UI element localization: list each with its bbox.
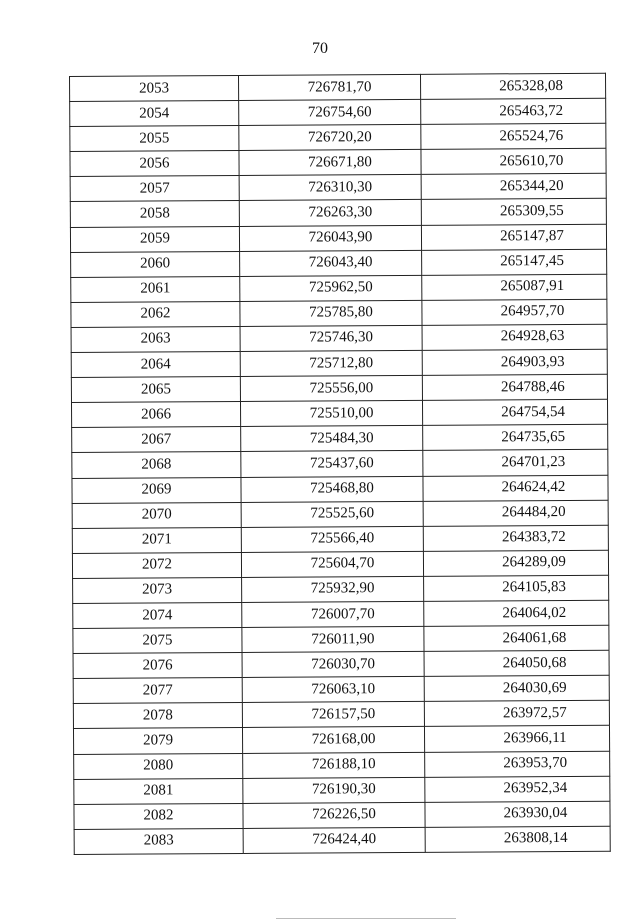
- point-number-cell: [70, 176, 239, 202]
- cell-value: 265328,08: [499, 77, 563, 94]
- cell-value: 2071: [141, 531, 172, 548]
- cell-value: 264701,23: [501, 453, 566, 471]
- x-coordinate-cell: [240, 350, 422, 376]
- x-coordinate-cell: [242, 727, 424, 753]
- point-number-cell: [71, 377, 240, 403]
- cell-value: 265344,20: [499, 177, 564, 195]
- y-coordinate-cell: [424, 675, 609, 701]
- cell-value: 725604,70: [310, 555, 375, 572]
- x-coordinate-cell: [241, 476, 423, 502]
- y-coordinate-cell: [423, 500, 608, 526]
- y-coordinate-cell: [421, 199, 606, 225]
- cell-value: 725468,80: [310, 480, 374, 497]
- x-coordinate-cell: [242, 702, 424, 728]
- table-row: [71, 399, 607, 427]
- cell-value: 264484,20: [501, 504, 566, 521]
- cell-value: 2065: [140, 381, 171, 398]
- y-coordinate-cell: [420, 73, 605, 99]
- point-number-cell: [72, 477, 241, 503]
- cell-value: 265463,72: [499, 102, 564, 120]
- cell-value: 725484,30: [309, 430, 374, 447]
- x-coordinate-cell: [241, 426, 423, 452]
- table-row: [70, 98, 606, 126]
- cell-value: 726011,90: [311, 630, 375, 648]
- cell-value: 2070: [141, 506, 172, 523]
- cell-value: 2054: [139, 105, 170, 122]
- point-number-cell: [73, 653, 242, 679]
- cell-value: 726671,80: [308, 153, 372, 171]
- x-coordinate-cell: [239, 99, 421, 125]
- point-number-cell: [70, 126, 239, 152]
- x-coordinate-cell: [240, 401, 422, 427]
- table-row: [71, 274, 607, 302]
- point-number-cell: [74, 753, 243, 779]
- y-coordinate-cell: [422, 274, 607, 300]
- cell-value: 2067: [141, 431, 172, 448]
- x-coordinate-cell: [240, 300, 422, 326]
- y-coordinate-cell: [421, 174, 606, 200]
- table-row: [72, 550, 608, 578]
- y-coordinate-cell: [424, 625, 609, 651]
- cell-value: 2058: [139, 205, 170, 222]
- table-row: [73, 726, 609, 754]
- table-row: [71, 324, 607, 352]
- table-row: [73, 625, 609, 653]
- point-number-cell: [70, 75, 239, 101]
- cell-value: 264050,68: [502, 654, 567, 672]
- cell-value: 2069: [141, 481, 172, 498]
- point-number-cell: [72, 552, 241, 578]
- y-coordinate-cell: [424, 726, 609, 752]
- cell-value: 265309,55: [499, 202, 564, 220]
- table-row: [70, 174, 606, 202]
- cell-value: 2075: [142, 631, 173, 649]
- cell-value: 2073: [142, 581, 173, 598]
- cell-value: 2064: [140, 355, 171, 373]
- cell-value: 726007,70: [310, 605, 375, 623]
- table-row: [71, 249, 607, 277]
- point-number-cell: [70, 201, 239, 227]
- cell-value: 2066: [141, 406, 172, 423]
- table-row: [73, 701, 609, 729]
- point-number-cell: [73, 703, 242, 729]
- x-coordinate-cell: [240, 375, 422, 401]
- point-number-cell: [71, 276, 240, 302]
- cell-value: 2060: [140, 255, 171, 272]
- cell-value: 264105,83: [502, 579, 567, 596]
- y-coordinate-cell: [422, 349, 607, 375]
- y-coordinate-cell: [425, 826, 610, 852]
- x-coordinate-cell: [243, 802, 425, 828]
- cell-value: 2082: [143, 807, 174, 824]
- bottom-divider: [276, 918, 456, 919]
- cell-value: 264788,46: [500, 378, 565, 396]
- x-coordinate-cell: [241, 551, 423, 577]
- point-number-cell: [72, 452, 241, 478]
- point-number-cell: [70, 151, 239, 177]
- cell-value: 263953,70: [503, 755, 568, 772]
- cell-value: 726168,00: [311, 731, 376, 748]
- cell-value: 726720,20: [307, 128, 372, 146]
- table-row: [70, 123, 606, 151]
- cell-value: 725525,60: [310, 505, 375, 522]
- table-row: [72, 525, 608, 553]
- cell-value: 725785,80: [309, 304, 373, 321]
- x-coordinate-cell: [240, 275, 422, 301]
- x-coordinate-cell: [242, 601, 424, 627]
- x-coordinate-cell: [242, 626, 424, 652]
- cell-value: 725510,00: [309, 404, 374, 422]
- table-row: [74, 801, 610, 829]
- y-coordinate-cell: [422, 374, 607, 400]
- cell-value: 726030,70: [311, 655, 376, 673]
- x-coordinate-cell: [242, 677, 424, 703]
- x-coordinate-cell: [238, 74, 420, 100]
- cell-value: 2081: [143, 782, 174, 799]
- cell-value: 725932,90: [310, 580, 375, 597]
- point-number-cell: [73, 678, 242, 704]
- point-number-cell: [72, 502, 241, 528]
- cell-value: 263966,11: [503, 729, 567, 747]
- point-number-cell: [71, 402, 240, 428]
- cell-value: 725566,40: [310, 530, 375, 547]
- table-row: [73, 675, 609, 703]
- y-coordinate-cell: [421, 224, 606, 250]
- y-coordinate-cell: [423, 475, 608, 501]
- cell-value: 2053: [139, 79, 170, 97]
- cell-value: 726226,50: [312, 806, 376, 823]
- cell-value: 264928,63: [500, 328, 565, 345]
- cell-value: 2057: [139, 180, 170, 197]
- x-coordinate-cell: [239, 125, 421, 151]
- cell-value: 264957,70: [500, 303, 565, 320]
- cell-value: 2074: [142, 606, 173, 624]
- x-coordinate-cell: [239, 175, 421, 201]
- x-coordinate-cell: [240, 250, 422, 276]
- table-row: [70, 73, 606, 101]
- cell-value: 265524,76: [499, 127, 564, 145]
- cell-value: 2078: [142, 707, 173, 724]
- y-coordinate-cell: [424, 650, 609, 676]
- table-body: [70, 73, 611, 854]
- table-row: [73, 600, 609, 628]
- cell-value: 265147,87: [500, 228, 564, 245]
- cell-value: 726157,50: [311, 706, 376, 723]
- y-coordinate-cell: [425, 801, 610, 827]
- point-number-cell: [73, 577, 242, 603]
- table-row: [74, 751, 610, 779]
- table-row: [72, 500, 608, 528]
- cell-value: 2077: [142, 682, 173, 699]
- y-coordinate-cell: [423, 450, 608, 476]
- table-row: [72, 450, 608, 478]
- table-row: [70, 199, 606, 227]
- cell-value: 264903,93: [500, 353, 565, 370]
- y-coordinate-cell: [422, 399, 607, 425]
- point-number-cell: [70, 101, 239, 127]
- point-number-cell: [70, 226, 239, 252]
- cell-value: 2061: [140, 280, 171, 297]
- cell-value: 2072: [141, 556, 173, 573]
- cell-value: 263952,34: [503, 780, 568, 797]
- y-coordinate-cell: [422, 249, 607, 275]
- x-coordinate-cell: [241, 526, 423, 552]
- table-row: [71, 299, 607, 327]
- table-row: [72, 425, 608, 453]
- table-row: [74, 826, 610, 854]
- x-coordinate-cell: [242, 651, 424, 677]
- cell-value: 726188,10: [311, 756, 376, 773]
- cell-value: 263930,04: [503, 805, 568, 822]
- cell-value: 263972,57: [502, 704, 567, 722]
- y-coordinate-cell: [424, 701, 609, 727]
- point-number-cell: [72, 427, 241, 453]
- y-coordinate-cell: [424, 600, 609, 626]
- y-coordinate-cell: [422, 299, 607, 325]
- cell-value: 2068: [141, 456, 172, 473]
- cell-value: 2062: [140, 305, 171, 322]
- cell-value: 2055: [139, 130, 170, 147]
- cell-value: 264064,02: [502, 604, 567, 621]
- x-coordinate-cell: [243, 827, 425, 853]
- cell-value: 265147,45: [500, 253, 565, 270]
- cell-value: 2063: [140, 330, 171, 348]
- table-row: [73, 650, 609, 678]
- cell-value: 725437,60: [309, 455, 374, 472]
- point-number-cell: [71, 301, 240, 327]
- cell-value: 725746,30: [309, 329, 374, 347]
- cell-value: 726043,90: [308, 229, 373, 246]
- cell-value: 2079: [143, 732, 174, 749]
- cell-value: 2083: [143, 832, 174, 849]
- table-row: [74, 776, 610, 804]
- cell-value: 263808,14: [503, 830, 568, 847]
- table-row: [70, 224, 606, 252]
- y-coordinate-cell: [422, 324, 607, 350]
- x-coordinate-cell: [243, 777, 425, 803]
- cell-value: 725556,00: [309, 379, 374, 397]
- cell-value: 2080: [143, 757, 174, 774]
- y-coordinate-cell: [421, 149, 606, 175]
- x-coordinate-cell: [239, 225, 421, 251]
- point-number-cell: [74, 828, 243, 854]
- cell-value: 726781,70: [307, 78, 372, 96]
- table-row: [70, 149, 606, 177]
- cell-value: 264735,65: [501, 428, 566, 446]
- point-number-cell: [73, 728, 242, 754]
- cell-value: 264289,09: [502, 554, 566, 571]
- cell-value: 726424,40: [312, 831, 377, 848]
- page-number: 70: [312, 40, 328, 57]
- cell-value: 265610,70: [499, 152, 564, 170]
- x-coordinate-cell: [241, 451, 423, 477]
- y-coordinate-cell: [421, 98, 606, 124]
- x-coordinate-cell: [240, 325, 422, 351]
- point-number-cell: [71, 251, 240, 277]
- point-number-cell: [73, 602, 242, 628]
- coordinates-table: [69, 73, 611, 855]
- y-coordinate-cell: [424, 575, 609, 601]
- cell-value: 264061,68: [502, 629, 567, 646]
- point-number-cell: [73, 628, 242, 654]
- table-row: [71, 349, 607, 377]
- cell-value: 726190,30: [311, 781, 376, 798]
- y-coordinate-cell: [421, 123, 606, 149]
- point-number-cell: [74, 778, 243, 804]
- cell-value: 264030,69: [502, 679, 567, 697]
- x-coordinate-cell: [239, 200, 421, 226]
- y-coordinate-cell: [423, 425, 608, 451]
- y-coordinate-cell: [423, 550, 608, 576]
- cell-value: 726263,30: [308, 204, 373, 221]
- cell-value: 2059: [139, 230, 171, 247]
- point-number-cell: [71, 326, 240, 352]
- y-coordinate-cell: [425, 776, 610, 802]
- x-coordinate-cell: [242, 576, 424, 602]
- cell-value: 264754,54: [501, 403, 565, 421]
- table-row: [72, 475, 608, 503]
- table-row: [73, 575, 609, 603]
- cell-value: 726063,10: [311, 680, 376, 698]
- point-number-cell: [74, 803, 243, 829]
- y-coordinate-cell: [425, 751, 610, 777]
- cell-value: 725712,80: [309, 354, 374, 372]
- point-number-cell: [71, 351, 240, 377]
- cell-value: 2076: [142, 657, 173, 674]
- cell-value: 726754,60: [307, 103, 372, 121]
- cell-value: 726310,30: [308, 179, 373, 196]
- x-coordinate-cell: [239, 150, 421, 176]
- y-coordinate-cell: [423, 525, 608, 551]
- table-row: [71, 374, 607, 402]
- cell-value: 2056: [139, 155, 170, 172]
- cell-value: 264624,42: [501, 479, 566, 496]
- x-coordinate-cell: [243, 752, 425, 778]
- cell-value: 265087,91: [500, 278, 565, 295]
- point-number-cell: [72, 527, 241, 553]
- x-coordinate-cell: [241, 501, 423, 527]
- cell-value: 725962,50: [308, 279, 373, 296]
- cell-value: 726043,40: [308, 254, 373, 271]
- cell-value: 264383,72: [501, 529, 566, 546]
